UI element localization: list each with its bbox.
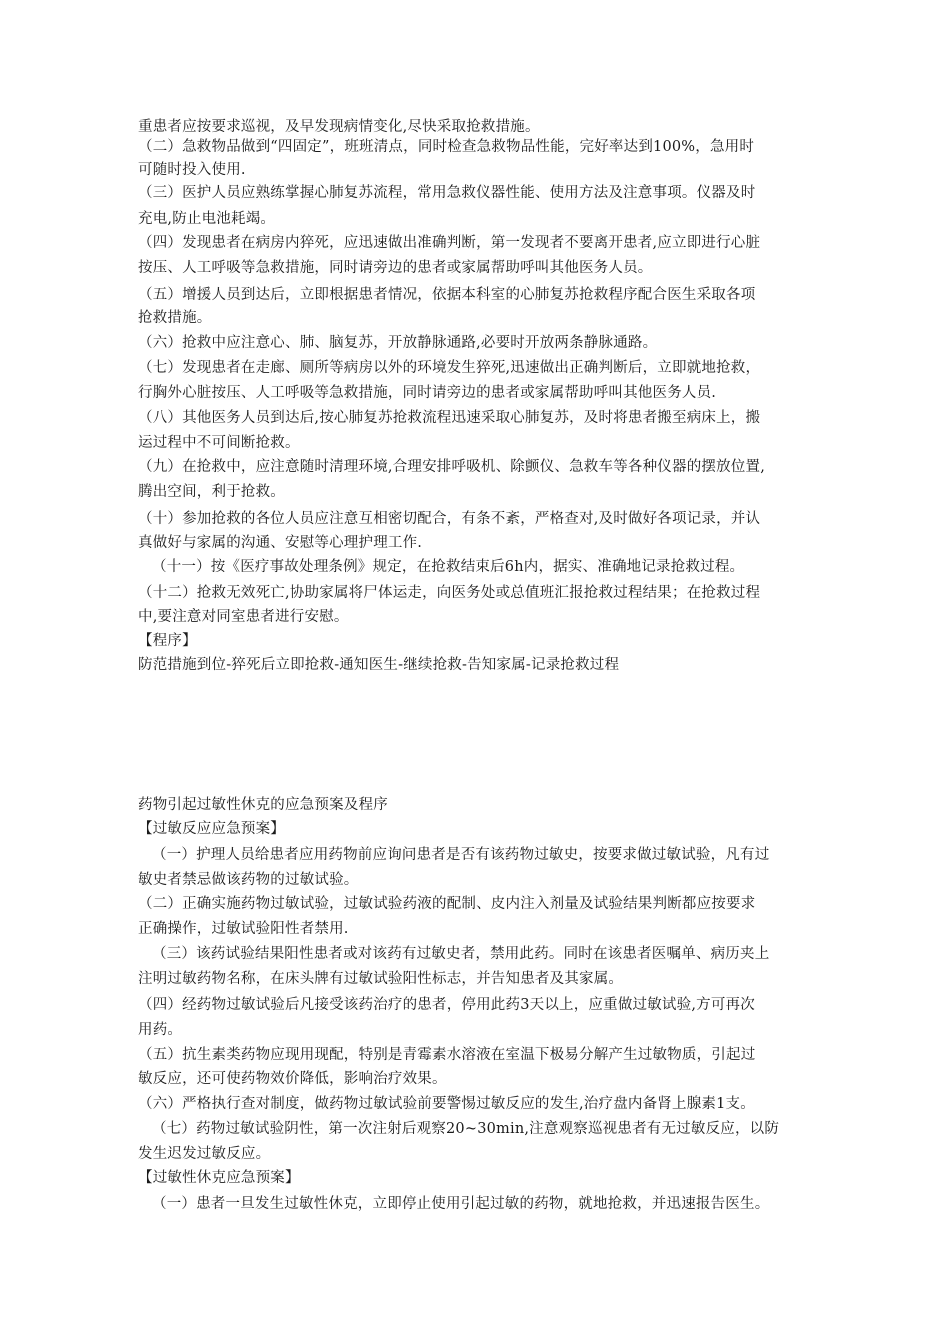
section1-line: （六）抢救中应注意心、肺、脑复苏，开放静脉通路,必要时开放两条静脉通路。 (138, 335, 658, 351)
section1-line: 【程序】 (138, 633, 197, 649)
section1-line: 可随时投入使用. (138, 162, 246, 178)
section2-line: 用药。 (138, 1022, 183, 1038)
section1-line: （三）医护人员应熟练掌握心肺复苏流程，常用急救仪器性能、使用方法及注意事项。仪器及时 (138, 185, 756, 201)
section1-line: 防范措施到位-猝死后立即抢救-通知医生-继续抢救-告知家属-记录抢救过程 (138, 657, 620, 673)
section2-line: （二）正确实施药物过敏试验，过敏试验药液的配制、皮内注入剂量及试验结果判断都应按要求 (138, 896, 756, 912)
section2-line: （七）药物过敏试验阴性，第一次注射后观察20~30min,注意观察巡视患者有无过敏反应，以防 (152, 1121, 780, 1137)
section2-line: 发生迟发过敏反应。 (138, 1146, 271, 1162)
section1-line: （十二）抢救无效死亡,协助家属将尸体运走，向医务处或总值班汇报抢救过程结果；在抢救过程 (138, 585, 761, 601)
section1-line: （四）发现患者在病房内猝死，应迅速做出准确判断，第一发现者不要离开患者,应立即进行心脏 (138, 235, 761, 251)
section1-line: 运过程中不可间断抢救。 (138, 435, 300, 451)
section1-line: （七）发现患者在走廊、厕所等病房以外的环境发生猝死,迅速做出正确判断后，立即就地抢救， (138, 360, 761, 376)
section2-line: （六）严格执行查对制度，做药物过敏试验前要警惕过敏反应的发生,治疗盘内备肾上腺素1支。 (138, 1096, 755, 1112)
section2-line: （一）护理人员给患者应用药物前应询问患者是否有该药物过敏史，按要求做过敏试验，凡有过 (152, 847, 770, 863)
section1-line: （八）其他医务人员到达后,按心肺复苏抢救流程迅速采取心肺复苏，及时将患者搬至病床上，搬 (138, 410, 761, 426)
section1-line: 重患者应按要求巡视，及早发现病情变化,尽快采取抢救措施。 (138, 119, 540, 135)
section2-line: （一）患者一旦发生过敏性休克，立即停止使用引起过敏的药物，就地抢救，并迅速报告医生。 (152, 1196, 770, 1212)
section2-line: （四）经药物过敏试验后凡接受该药治疗的患者，停用此药3天以上，应重做过敏试验,方可再次 (138, 997, 755, 1013)
section1-line: 行胸外心脏按压、人工呼吸等急救措施，同时请旁边的患者或家属帮助呼叫其他医务人员. (138, 385, 717, 401)
section2-line: （三）该药试验结果阳性患者或对该药有过敏史者，禁用此药。同时在该患者医嘱单、病历夹上 (152, 946, 770, 962)
section2-line: （五）抗生素类药物应现用现配，特别是青霉素水溶液在室温下极易分解产生过敏物质，引起过 (138, 1047, 756, 1063)
section1-line: 真做好与家属的沟通、安慰等心理护理工作. (138, 535, 423, 551)
section2-line: 【过敏性休克应急预案】 (138, 1170, 300, 1186)
section1-line: 腾出空间，利于抢救。 (138, 484, 285, 500)
section1-line: （十一）按《医疗事故处理条例》规定，在抢救结束后6h内，据实、准确地记录抢救过程。 (152, 559, 745, 575)
section2-line: 敏反应，还可使药物效价降低，影响治疗效果。 (138, 1071, 447, 1087)
section1-line: （五）增援人员到达后，立即根据患者情况，依据本科室的心肺复苏抢救程序配合医生采取各项 (138, 287, 756, 303)
section2-line: 【过敏反应应急预案】 (138, 821, 285, 837)
section1-line: （二）急救物品做到“四固定”，班班清点，同时检查急救物品性能，完好率达到100%，急用时 (138, 139, 755, 155)
section1-line: 中,要注意对同室患者进行安慰。 (138, 609, 349, 625)
section2-line: 药物引起过敏性休克的应急预案及程序 (138, 797, 388, 813)
section2-line: 敏史者禁忌做该药物的过敏试验。 (138, 872, 359, 888)
section1-line: 充电,防止电池耗竭。 (138, 211, 276, 227)
section1-line: 按压、人工呼吸等急救措施，同时请旁边的患者或家属帮助呼叫其他医务人员。 (138, 260, 653, 276)
section2-line: 正确操作，过敏试验阳性者禁用. (138, 921, 349, 937)
section1-line: 抢救措施。 (138, 310, 212, 326)
section2-line: 注明过敏药物名称，在床头牌有过敏试验阳性标志，并告知患者及其家属。 (138, 971, 624, 987)
section1-line: （十）参加抢救的各位人员应注意互相密切配合，有条不紊，严格查对,及时做好各项记录，并认 (138, 511, 761, 527)
section1-line: （九）在抢救中，应注意随时清理环境,合理安排呼吸机、除颤仪、急救车等各种仪器的摆放位置, (138, 459, 766, 475)
